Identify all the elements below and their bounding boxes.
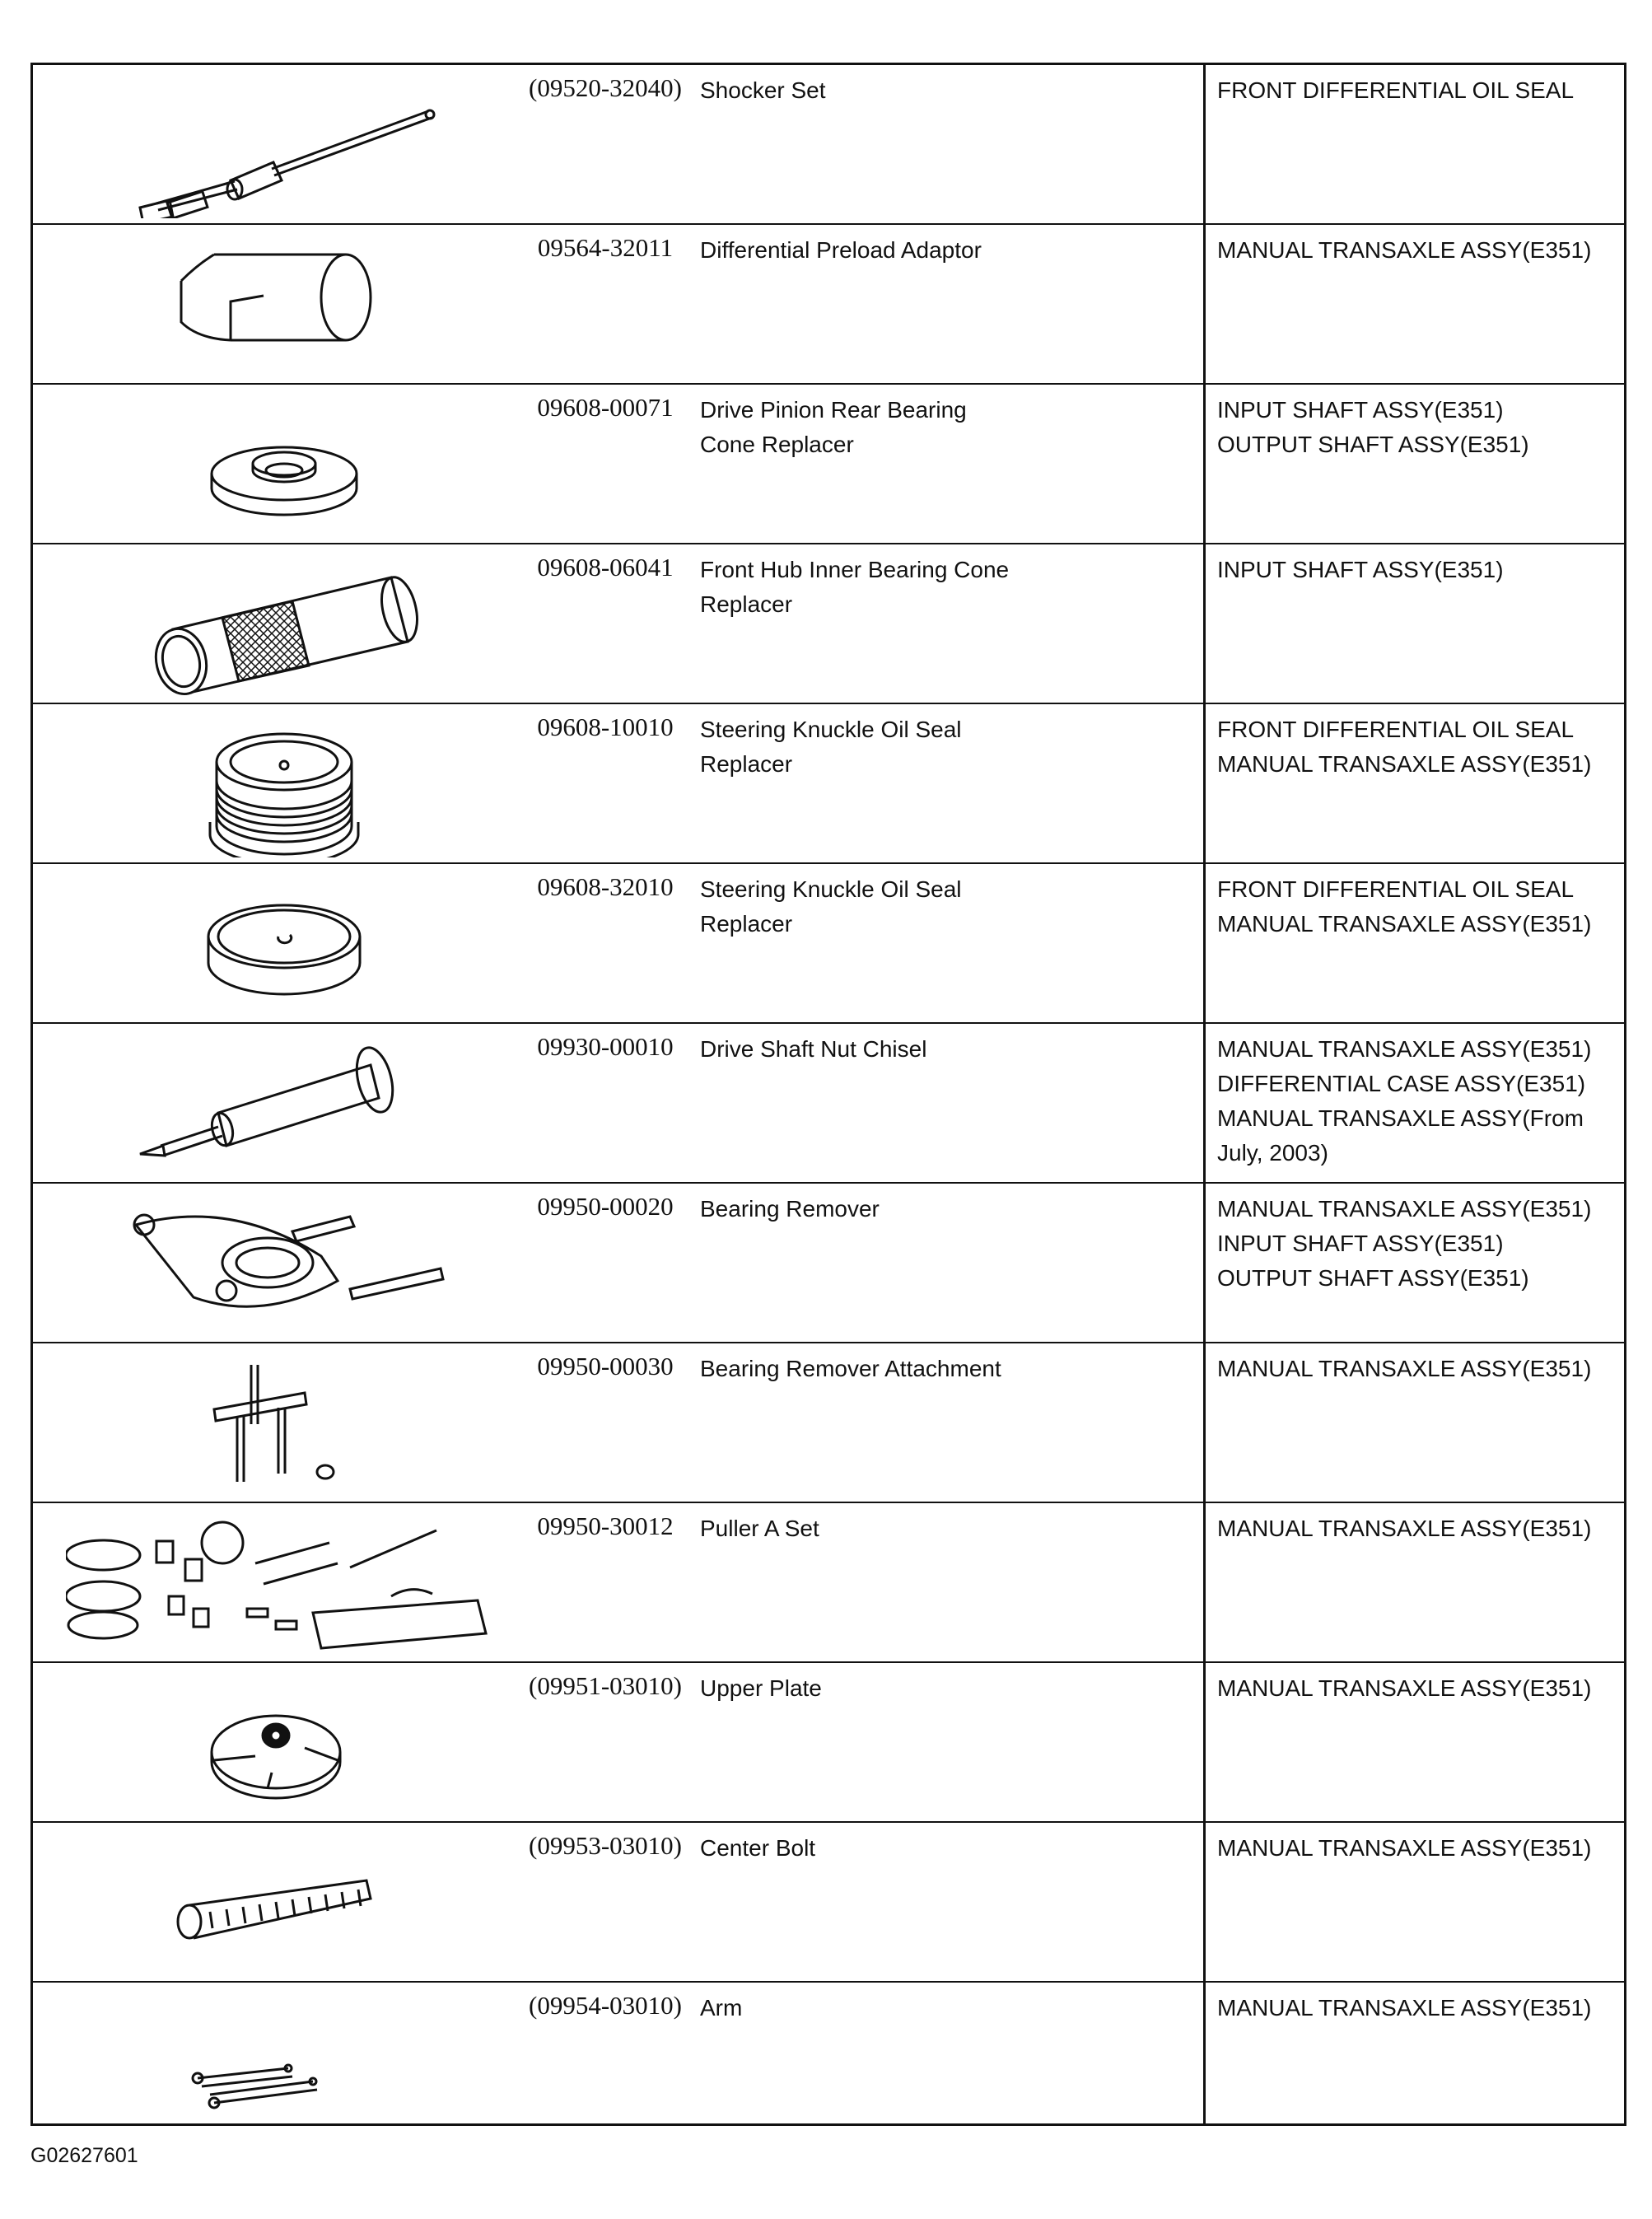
knurled-replacer-icon bbox=[66, 551, 494, 698]
used-for-list: FRONT DIFFERENTIAL OIL SEAL MANUAL TRANSAXLE ASSY(E351) bbox=[1217, 876, 1592, 937]
preload-adaptor-icon bbox=[66, 231, 494, 378]
bearing-remover-icon bbox=[66, 1190, 494, 1337]
seal-replacer-ribbed-icon bbox=[66, 711, 494, 857]
table-row bbox=[33, 704, 1624, 864]
part-number: 09950-30012 bbox=[537, 1511, 674, 1540]
used-for-list: MANUAL TRANSAXLE ASSY(E351) bbox=[1217, 1675, 1592, 1701]
part-number: (09520-32040) bbox=[529, 73, 682, 102]
table-row bbox=[33, 1823, 1624, 1983]
seal-replacer-disc-icon bbox=[66, 871, 494, 1017]
table-row bbox=[33, 1503, 1624, 1663]
part-number: 09564-32011 bbox=[537, 233, 674, 262]
part-name: Drive Pinion Rear Bearing Cone Replacer bbox=[700, 397, 967, 457]
part-name: Bearing Remover Attachment bbox=[700, 1356, 1001, 1381]
arm-set-icon bbox=[66, 1989, 494, 2136]
used-for-list: FRONT DIFFERENTIAL OIL SEAL bbox=[1217, 77, 1575, 103]
table-row bbox=[33, 544, 1624, 704]
part-number: (09954-03010) bbox=[529, 1991, 682, 2020]
part-name: Steering Knuckle Oil Seal Replacer bbox=[700, 717, 962, 777]
part-name: Differential Preload Adaptor bbox=[700, 237, 982, 263]
part-name: Upper Plate bbox=[700, 1675, 822, 1701]
part-name: Puller A Set bbox=[700, 1516, 819, 1541]
upper-plate-icon bbox=[66, 1670, 494, 1816]
used-for-list: MANUAL TRANSAXLE ASSY(E351) DIFFERENTIAL CASE ASSY(E351) MANUAL TRANSAXLE ASSY(From July, 2003) bbox=[1217, 1036, 1592, 1166]
used-for-list: INPUT SHAFT ASSY(E351) OUTPUT SHAFT ASSY(E351) bbox=[1217, 397, 1529, 457]
part-number: 09950-00020 bbox=[537, 1192, 674, 1221]
part-number: 09608-00071 bbox=[537, 393, 674, 422]
used-for-list: MANUAL TRANSAXLE ASSY(E351) bbox=[1217, 237, 1592, 263]
table-row bbox=[33, 65, 1624, 225]
part-number: 09930-00010 bbox=[537, 1032, 674, 1061]
bearing-cone-replacer-icon bbox=[66, 391, 494, 538]
table-row bbox=[33, 1184, 1624, 1343]
used-for-list: MANUAL TRANSAXLE ASSY(E351) INPUT SHAFT ASSY(E351) OUTPUT SHAFT ASSY(E351) bbox=[1217, 1196, 1592, 1291]
special-service-tools-table bbox=[30, 63, 1626, 2126]
part-name: Arm bbox=[700, 1995, 743, 2020]
center-bolt-icon bbox=[66, 1829, 494, 1976]
table-row bbox=[33, 1024, 1624, 1184]
used-for-list: INPUT SHAFT ASSY(E351) bbox=[1217, 557, 1504, 582]
part-name: Steering Knuckle Oil Seal Replacer bbox=[700, 876, 962, 937]
part-number: 09950-00030 bbox=[537, 1352, 674, 1380]
used-for-list: MANUAL TRANSAXLE ASSY(E351) bbox=[1217, 1356, 1592, 1381]
part-name: Front Hub Inner Bearing Cone Replacer bbox=[700, 557, 1010, 617]
part-name: Drive Shaft Nut Chisel bbox=[700, 1036, 927, 1062]
table-row bbox=[33, 864, 1624, 1024]
table-row bbox=[33, 1983, 1624, 2142]
part-number: (09953-03010) bbox=[529, 1831, 682, 1860]
used-for-list: MANUAL TRANSAXLE ASSY(E351) bbox=[1217, 1516, 1592, 1541]
figure-code: G02627601 bbox=[30, 2144, 138, 2167]
part-number: 09608-32010 bbox=[537, 872, 674, 901]
part-name: Shocker Set bbox=[700, 77, 826, 103]
table-row bbox=[33, 225, 1624, 385]
part-name: Bearing Remover bbox=[700, 1196, 880, 1222]
used-for-list: MANUAL TRANSAXLE ASSY(E351) bbox=[1217, 1995, 1592, 2020]
chisel-icon bbox=[66, 1030, 494, 1177]
remover-attachment-icon bbox=[66, 1350, 494, 1497]
part-number: 09608-10010 bbox=[537, 712, 674, 741]
table-row bbox=[33, 1343, 1624, 1503]
used-for-list: FRONT DIFFERENTIAL OIL SEAL MANUAL TRANSAXLE ASSY(E351) bbox=[1217, 717, 1592, 777]
slide-hammer-icon bbox=[66, 72, 494, 218]
part-number: 09608-06041 bbox=[537, 553, 674, 582]
table-row bbox=[33, 385, 1624, 544]
table-row bbox=[33, 1663, 1624, 1823]
used-for-list: MANUAL TRANSAXLE ASSY(E351) bbox=[1217, 1835, 1592, 1861]
part-name: Center Bolt bbox=[700, 1835, 816, 1861]
part-number: (09951-03010) bbox=[529, 1671, 682, 1700]
puller-set-icon bbox=[66, 1510, 494, 1656]
